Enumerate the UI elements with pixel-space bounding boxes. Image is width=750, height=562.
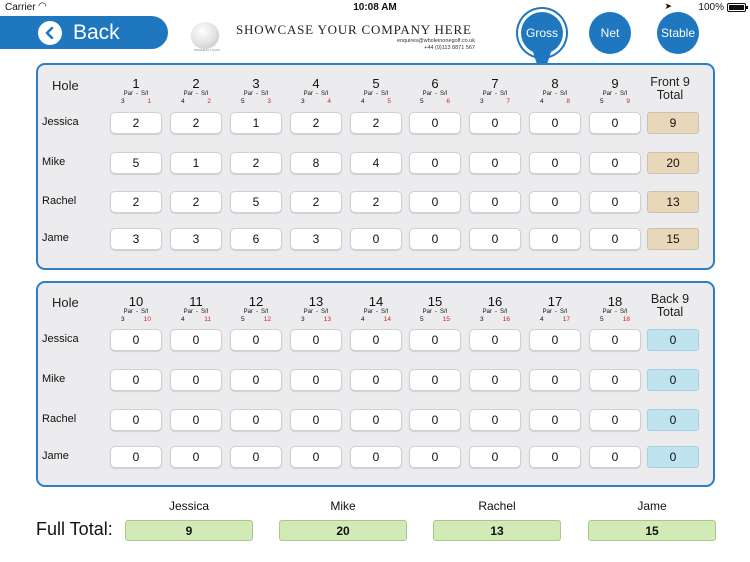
stroke-index-value: 11 <box>204 316 211 323</box>
score-input[interactable]: 0 <box>589 329 641 351</box>
company-title: SHOWCASE YOUR COMPANY HERE <box>236 22 472 37</box>
score-input[interactable]: 0 <box>409 112 461 134</box>
par-label: Par <box>183 91 193 97</box>
player-total: 0 <box>647 369 699 391</box>
stroke-index-value: 7 <box>506 98 510 105</box>
score-input[interactable]: 0 <box>350 369 402 391</box>
player-name: Rachel <box>42 195 77 207</box>
score-input[interactable]: 0 <box>469 152 521 174</box>
hole-column-header <box>110 295 162 323</box>
score-input[interactable]: 0 <box>110 329 162 351</box>
stroke-index-value: 15 <box>442 316 450 323</box>
status-bar <box>0 0 750 16</box>
full-total-label: Full Total: <box>36 519 113 539</box>
si-label: S/I <box>201 309 209 315</box>
full-total-value: 13 <box>433 520 561 541</box>
logo-text: WHOLE IN 1 GOLF <box>193 48 221 52</box>
par-si-dash: - <box>435 91 437 97</box>
par-si-dash: - <box>555 309 557 315</box>
par-value: 3 <box>480 316 484 323</box>
par-si-values <box>290 316 342 323</box>
hole-number: 2 <box>192 76 200 91</box>
score-input[interactable]: 0 <box>529 329 581 351</box>
stroke-index-value: 8 <box>566 98 570 105</box>
par-label: Par <box>363 309 373 315</box>
hole-number: 16 <box>487 294 503 309</box>
hole-number: 8 <box>551 76 559 91</box>
par-label: Par <box>303 91 313 97</box>
full-total-player-name: Mike <box>330 499 356 513</box>
hole-column-header <box>350 295 402 323</box>
par-si-values <box>529 98 581 105</box>
status-time: 10:08 AM <box>353 2 397 13</box>
par-si-label <box>469 309 521 316</box>
stroke-index-value: 9 <box>626 98 630 105</box>
back-total-header-line1: Back 9 <box>650 292 690 306</box>
back-total-header-line2: Total <box>656 305 684 319</box>
score-input[interactable]: 6 <box>230 228 282 250</box>
score-input[interactable]: 0 <box>409 191 461 213</box>
hole-column-header <box>290 295 342 323</box>
score-input[interactable]: 0 <box>230 446 282 468</box>
score-input[interactable]: 3 <box>290 228 342 250</box>
player-name: Jame <box>42 450 69 462</box>
par-si-dash: - <box>435 309 437 315</box>
par-value: 5 <box>600 316 604 323</box>
par-label: Par <box>243 91 253 97</box>
score-input[interactable]: 5 <box>230 191 282 213</box>
hole-number: 6 <box>431 76 439 91</box>
par-value: 3 <box>301 98 305 105</box>
score-input[interactable]: 0 <box>290 409 342 431</box>
back-nine-scorecard <box>36 281 715 487</box>
par-si-dash: - <box>615 91 617 97</box>
score-input[interactable]: 0 <box>529 112 581 134</box>
par-si-values <box>170 316 222 323</box>
stroke-index-value: 3 <box>267 98 271 105</box>
par-si-values <box>529 316 581 323</box>
par-si-values <box>170 98 222 105</box>
score-input[interactable]: 2 <box>350 191 402 213</box>
score-input[interactable]: 1 <box>170 152 222 174</box>
par-si-values <box>110 98 162 105</box>
stroke-index-value: 17 <box>562 316 570 323</box>
score-input[interactable]: 0 <box>110 409 162 431</box>
stroke-index-value: 2 <box>207 98 211 105</box>
score-input[interactable]: 0 <box>350 329 402 351</box>
score-input[interactable]: 0 <box>350 446 402 468</box>
full-total-player-name: Jame <box>637 499 667 513</box>
score-input[interactable]: 0 <box>350 409 402 431</box>
hole-column-header <box>290 77 342 105</box>
score-input[interactable]: 0 <box>529 152 581 174</box>
hole-column-header <box>469 77 521 105</box>
battery-icon <box>727 3 746 12</box>
par-si-label <box>409 309 461 316</box>
par-si-dash: - <box>196 91 198 97</box>
hole-number: 17 <box>547 294 563 309</box>
hole-number: 9 <box>611 76 619 91</box>
stroke-index-value: 1 <box>147 98 151 105</box>
stroke-index-value: 4 <box>327 98 331 105</box>
score-input[interactable]: 0 <box>529 409 581 431</box>
par-si-dash: - <box>316 91 318 97</box>
score-input[interactable]: 2 <box>290 191 342 213</box>
par-si-dash: - <box>376 91 378 97</box>
par-si-values <box>469 316 521 323</box>
stroke-index-value: 16 <box>502 316 510 323</box>
score-input[interactable]: 0 <box>170 446 222 468</box>
golf-ball-logo-icon <box>191 22 219 48</box>
par-si-values <box>589 98 641 105</box>
si-label: S/I <box>141 91 149 97</box>
par-si-label <box>230 91 282 98</box>
score-input[interactable]: 0 <box>529 369 581 391</box>
player-total: 0 <box>647 329 699 351</box>
si-label: S/I <box>141 309 149 315</box>
par-si-values <box>409 316 461 323</box>
player-name: Mike <box>42 156 66 168</box>
si-label: S/I <box>620 309 628 315</box>
front-total-header-line2: Total <box>656 88 684 102</box>
player-total: 15 <box>647 228 699 250</box>
par-label: Par <box>422 309 432 315</box>
par-si-dash: - <box>136 309 138 315</box>
score-input[interactable]: 0 <box>589 152 641 174</box>
si-label: S/I <box>201 91 209 97</box>
par-si-values <box>350 316 402 323</box>
si-label: S/I <box>381 309 389 315</box>
par-label: Par <box>363 91 373 97</box>
par-si-label <box>230 309 282 316</box>
par-si-dash: - <box>376 309 378 315</box>
par-si-dash: - <box>196 309 198 315</box>
par-label: Par <box>482 309 492 315</box>
hole-column-header <box>589 77 641 105</box>
score-input[interactable]: 0 <box>350 228 402 250</box>
par-value: 5 <box>600 98 604 105</box>
score-input[interactable]: 0 <box>170 329 222 351</box>
par-si-dash: - <box>555 91 557 97</box>
score-input[interactable]: 0 <box>409 446 461 468</box>
hole-header: Hole <box>52 295 79 310</box>
par-si-label <box>469 91 521 98</box>
par-si-dash: - <box>495 309 497 315</box>
par-label: Par <box>602 91 612 97</box>
back-button-label: Back <box>73 20 120 44</box>
hole-number: 5 <box>372 76 380 91</box>
hole-column-header <box>170 77 222 105</box>
par-si-values <box>230 98 282 105</box>
par-si-label <box>529 309 581 316</box>
hole-number: 4 <box>312 76 320 91</box>
score-input[interactable]: 0 <box>230 329 282 351</box>
company-phone: +44 (0)113 8871 567 <box>424 45 475 51</box>
score-input[interactable]: 0 <box>469 112 521 134</box>
hole-column-header <box>529 295 581 323</box>
si-label: S/I <box>440 309 448 315</box>
par-value: 4 <box>181 316 185 323</box>
par-label: Par <box>482 91 492 97</box>
stroke-index-value: 5 <box>387 98 391 105</box>
si-label: S/I <box>440 91 448 97</box>
par-value: 4 <box>361 98 365 105</box>
wifi-icon: ◠ <box>38 1 47 12</box>
stroke-index-value: 10 <box>143 316 151 323</box>
par-si-values <box>290 98 342 105</box>
score-input[interactable]: 0 <box>290 329 342 351</box>
par-si-label <box>589 309 641 316</box>
score-input[interactable]: 0 <box>170 409 222 431</box>
score-input[interactable]: 0 <box>409 329 461 351</box>
full-total-player-name: Rachel <box>478 499 516 513</box>
par-si-dash: - <box>316 309 318 315</box>
par-label: Par <box>542 91 552 97</box>
hole-column-header <box>170 295 222 323</box>
front-total-header-line1: Front 9 <box>650 75 690 89</box>
score-input[interactable]: 0 <box>469 191 521 213</box>
hole-column-header <box>110 77 162 105</box>
par-si-label <box>290 91 342 98</box>
score-input[interactable]: 0 <box>589 191 641 213</box>
hole-column-header <box>469 295 521 323</box>
score-input[interactable]: 0 <box>230 409 282 431</box>
hole-column-header <box>409 295 461 323</box>
player-name: Jame <box>42 232 69 244</box>
si-label: S/I <box>321 309 329 315</box>
par-si-values <box>469 98 521 105</box>
score-input[interactable]: 0 <box>290 446 342 468</box>
hole-column-header <box>230 295 282 323</box>
hole-number: 13 <box>308 294 324 309</box>
score-input[interactable]: 2 <box>110 112 162 134</box>
player-name: Jessica <box>42 333 79 345</box>
par-value: 3 <box>301 316 305 323</box>
score-input[interactable]: 0 <box>529 228 581 250</box>
score-input[interactable]: 0 <box>409 369 461 391</box>
score-input[interactable]: 0 <box>110 446 162 468</box>
player-name: Jessica <box>42 116 79 128</box>
score-input[interactable]: 0 <box>469 329 521 351</box>
hole-column-header <box>230 77 282 105</box>
stroke-index-value: 6 <box>446 98 450 105</box>
score-input[interactable]: 0 <box>589 369 641 391</box>
player-name: Rachel <box>42 413 77 425</box>
score-input[interactable]: 0 <box>290 369 342 391</box>
full-total-value: 9 <box>125 520 253 541</box>
hole-column-header <box>529 77 581 105</box>
par-label: Par <box>542 309 552 315</box>
score-input[interactable]: 0 <box>469 228 521 250</box>
par-si-dash: - <box>256 91 258 97</box>
par-si-label <box>409 91 461 98</box>
score-input[interactable]: 2 <box>170 191 222 213</box>
hole-number: 18 <box>607 294 623 309</box>
score-input[interactable]: 2 <box>230 152 282 174</box>
active-mode-indicator <box>533 52 551 63</box>
score-input[interactable]: 8 <box>290 152 342 174</box>
hole-column-header <box>409 77 461 105</box>
player-total: 13 <box>647 191 699 213</box>
full-total-value: 15 <box>588 520 716 541</box>
score-input[interactable]: 0 <box>469 409 521 431</box>
stroke-index-value: 18 <box>622 316 630 323</box>
si-label: S/I <box>560 91 568 97</box>
hole-column-header <box>589 295 641 323</box>
par-value: 3 <box>121 98 125 105</box>
par-value: 5 <box>241 98 245 105</box>
score-input[interactable]: 0 <box>529 446 581 468</box>
gross-mode-button[interactable]: Gross <box>521 12 563 54</box>
par-value: 5 <box>241 316 245 323</box>
player-total: 20 <box>647 152 699 174</box>
stable-mode-button[interactable]: Stable <box>657 12 699 54</box>
full-total-value: 20 <box>279 520 407 541</box>
par-value: 4 <box>540 98 544 105</box>
hole-number: 1 <box>132 76 140 91</box>
score-input[interactable]: 0 <box>110 369 162 391</box>
company-email: enquires@wholeinonegolf.co.uk <box>396 38 475 44</box>
battery-percent: 100% <box>698 2 724 13</box>
hole-number: 7 <box>491 76 499 91</box>
par-si-dash: - <box>136 91 138 97</box>
hole-number: 3 <box>252 76 260 91</box>
full-total-player-name: Jessica <box>168 499 209 513</box>
score-input[interactable]: 0 <box>589 228 641 250</box>
si-label: S/I <box>560 309 568 315</box>
score-input[interactable]: 0 <box>409 228 461 250</box>
par-si-label <box>170 309 222 316</box>
stroke-index-value: 12 <box>263 316 271 323</box>
si-label: S/I <box>500 91 508 97</box>
par-value: 5 <box>420 316 424 323</box>
par-label: Par <box>422 91 432 97</box>
hole-number: 11 <box>189 294 203 309</box>
par-value: 3 <box>121 316 125 323</box>
score-input[interactable]: 0 <box>409 409 461 431</box>
par-si-dash: - <box>495 91 497 97</box>
score-input[interactable]: 0 <box>409 152 461 174</box>
par-label: Par <box>243 309 253 315</box>
par-si-label <box>110 309 162 316</box>
si-label: S/I <box>261 91 269 97</box>
par-si-values <box>409 98 461 105</box>
score-input[interactable]: 1 <box>230 112 282 134</box>
score-input[interactable]: 0 <box>469 446 521 468</box>
score-input[interactable]: 5 <box>110 152 162 174</box>
par-si-label <box>350 91 402 98</box>
score-input[interactable]: 0 <box>589 409 641 431</box>
stroke-index-value: 13 <box>323 316 331 323</box>
par-si-label <box>529 91 581 98</box>
par-value: 5 <box>420 98 424 105</box>
score-input[interactable]: 2 <box>290 112 342 134</box>
player-total: 9 <box>647 112 699 134</box>
hole-column-header <box>350 77 402 105</box>
back-arrow-icon <box>38 21 62 45</box>
front-total-header <box>640 76 700 102</box>
par-value: 4 <box>361 316 365 323</box>
stroke-index-value: 14 <box>383 316 391 323</box>
si-label: S/I <box>261 309 269 315</box>
front-nine-scorecard <box>36 63 715 270</box>
par-si-label <box>589 91 641 98</box>
back-total-header <box>640 293 700 319</box>
hole-number: 12 <box>248 294 264 309</box>
par-value: 4 <box>181 98 185 105</box>
par-si-label <box>170 91 222 98</box>
hole-number: 15 <box>427 294 443 309</box>
par-label: Par <box>602 309 612 315</box>
score-input[interactable]: 0 <box>170 369 222 391</box>
location-arrow-icon: ➤ <box>664 1 672 11</box>
player-name: Mike <box>42 373 66 385</box>
si-label: S/I <box>500 309 508 315</box>
net-mode-button[interactable]: Net <box>589 12 631 54</box>
par-si-dash: - <box>256 309 258 315</box>
par-si-label <box>290 309 342 316</box>
par-label: Par <box>183 309 193 315</box>
par-si-values <box>350 98 402 105</box>
si-label: S/I <box>381 91 389 97</box>
par-label: Par <box>303 309 313 315</box>
score-input[interactable]: 0 <box>469 369 521 391</box>
score-input[interactable]: 3 <box>110 228 162 250</box>
si-label: S/I <box>321 91 329 97</box>
par-si-values <box>589 316 641 323</box>
score-input[interactable]: 2 <box>170 112 222 134</box>
score-input[interactable]: 0 <box>230 369 282 391</box>
carrier-label: Carrier <box>5 2 36 13</box>
hole-number: 14 <box>368 294 384 309</box>
score-input[interactable]: 4 <box>350 152 402 174</box>
score-input[interactable]: 2 <box>350 112 402 134</box>
score-input[interactable]: 0 <box>529 191 581 213</box>
player-total: 0 <box>647 409 699 431</box>
score-input[interactable]: 2 <box>110 191 162 213</box>
score-input[interactable]: 0 <box>589 112 641 134</box>
si-label: S/I <box>620 91 628 97</box>
hole-header: Hole <box>52 78 79 93</box>
score-input[interactable]: 3 <box>170 228 222 250</box>
back-button[interactable] <box>0 16 168 49</box>
par-si-values <box>110 316 162 323</box>
par-value: 4 <box>540 316 544 323</box>
player-total: 0 <box>647 446 699 468</box>
hole-number: 10 <box>128 294 144 309</box>
par-si-label <box>110 91 162 98</box>
par-si-label <box>350 309 402 316</box>
par-value: 3 <box>480 98 484 105</box>
par-si-dash: - <box>615 309 617 315</box>
par-label: Par <box>123 91 133 97</box>
par-label: Par <box>123 309 133 315</box>
par-si-values <box>230 316 282 323</box>
score-input[interactable]: 0 <box>589 446 641 468</box>
